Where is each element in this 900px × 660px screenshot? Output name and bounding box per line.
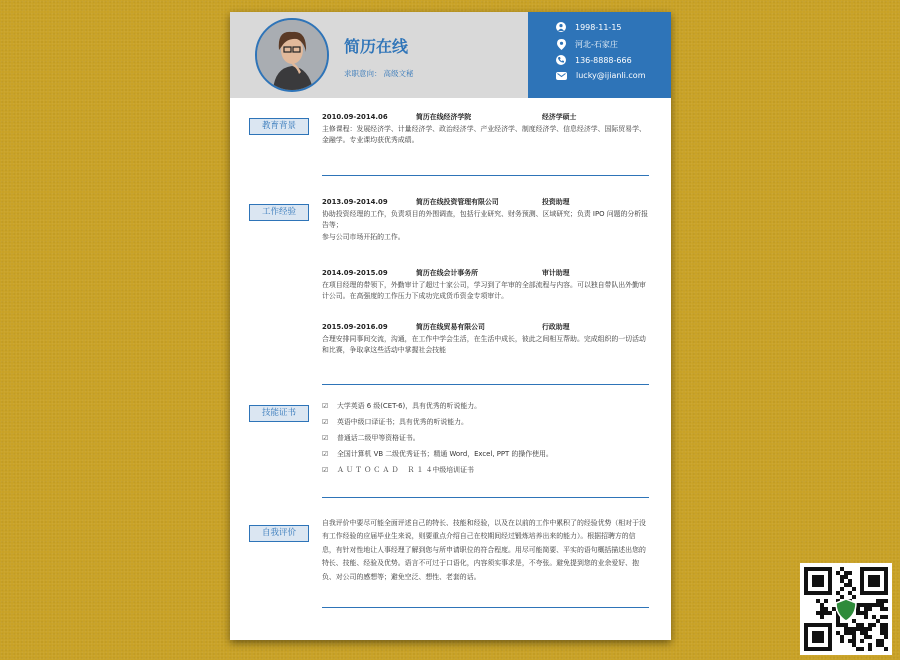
checkbox-icon: ☑: [322, 434, 329, 442]
resume-page: [230, 12, 671, 640]
list-item: [322, 398, 649, 414]
self-eval-text: 自我评价中要尽可能全面评述自己的特长、技能和经验，以及在以前的工作中累积了的经验优势（相对于没有工作经验的应届毕业生来说，则要重点介绍自己在校期间经过锻炼培养出来的能力）。根据招聘方的信息，有针对性地让人事经理了解到您与所申请职位的符合程度。用尽可能简要、平实的语句概括描述出您的特长、技能、经验及优势。语言不可过于口语化，内容须实事求是，不夸张。避免提到您的业余爱好、抱负、对公司的感想等；避免空泛、想性、老套的话。: [322, 519, 646, 581]
contact-birthdate-text: 1998-11-15: [575, 22, 622, 32]
section-divider: [322, 497, 649, 498]
work-entry-1: [322, 197, 649, 244]
phone-icon: [556, 55, 566, 65]
work-entry-2: [322, 268, 649, 303]
header-contact: [528, 12, 671, 98]
skill-text: 大学英语 6 级(CET-6)，具有优秀的听说能力。: [337, 402, 482, 410]
skill-text: 全国计算机 VB 二级优秀证书；精通 Word，Excel, PPT 的操作使用。: [337, 450, 553, 458]
contact-phone: [556, 55, 632, 65]
checkbox-icon: ☑: [322, 450, 329, 458]
list-item: [322, 414, 649, 430]
work-role: 行政助理: [542, 323, 570, 331]
work-entry-header: [322, 268, 649, 280]
skill-text: 普通话二级甲等资格证书。: [337, 434, 420, 442]
avatar: [255, 18, 329, 92]
resume-name: 简历在线: [344, 37, 409, 56]
education-school: 简历在线经济学院: [416, 113, 472, 121]
header-left: [230, 12, 528, 98]
work-date: 2014.09-2015.09: [322, 269, 388, 277]
contact-location-text: 河北-石家庄: [575, 40, 618, 49]
skill-text: Ａ Ｕ Ｔ Ｏ Ｃ Ａ Ｄ Ｒ １ ４中级培训证书: [337, 466, 474, 474]
work-date: 2015.09-2016.09: [322, 323, 388, 331]
contact-phone-text: 136-8888-666: [575, 55, 632, 65]
section-divider: [322, 384, 649, 385]
education-entry-header: [322, 112, 649, 124]
education-date: 2010.09-2014.06: [322, 113, 388, 121]
work-description: 协助投资经理的工作，负责项目的外围调查，包括行业研究、财务预测、区域研究；负责 IPO 问题的分析报告等；: [322, 209, 649, 230]
work-date: 2013.09-2014.09: [322, 198, 388, 206]
contact-birthdate: [556, 22, 622, 32]
checkbox-icon: ☑: [322, 402, 329, 410]
work-description: 合理安排同事间交流，沟通，在工作中学会生活，在生活中成长，彼此之间相互帮助。完成组织的一切活动和比赛，争取拿这些活动中掌握社会技能: [322, 334, 646, 355]
section-label-self-eval: 自我评价: [249, 525, 309, 542]
work-company: 简历在线投资管理有限公司: [416, 198, 499, 206]
job-intent-value: 高级文秘: [383, 69, 414, 78]
qr-code: [800, 563, 892, 655]
education-degree: 经济学硕士: [542, 113, 577, 121]
job-intent: [344, 68, 416, 79]
education-section: [322, 112, 649, 147]
work-company: 简历在线会计事务所: [416, 269, 479, 277]
work-company: 简历在线贸易有限公司: [416, 323, 485, 331]
skill-text: 英语中级口译证书；具有优秀的听说能力。: [337, 418, 468, 426]
skills-list: [322, 398, 649, 478]
qr-code-image: [800, 563, 892, 655]
list-item: [322, 430, 649, 446]
list-item: [322, 462, 649, 478]
portrait-image: [257, 20, 327, 90]
work-description-extra: 参与公司市场开拓的工作。: [322, 233, 405, 242]
location-icon: [556, 40, 566, 50]
work-entry-3: [322, 322, 649, 357]
work-entry-header: [322, 197, 649, 209]
checkbox-icon: ☑: [322, 466, 329, 474]
section-divider: [322, 175, 649, 176]
work-role: 审计助理: [542, 269, 570, 277]
contact-location: [556, 39, 618, 50]
section-divider: [322, 607, 649, 608]
work-entry-header: [322, 322, 649, 334]
work-description: 在项目经理的带领下，外勤审计了超过十家公司，学习到了年审的全部流程与内容。可以独自带队出外勤审计公司。在高强度的工作压力下成功完成货币资金专项审计。: [322, 280, 646, 301]
job-intent-label: 求职意向：: [344, 69, 382, 78]
contact-email-text: lucky@ijianli.com: [576, 71, 646, 80]
contact-email: [556, 71, 646, 80]
section-label-skills: 技能证书: [249, 405, 309, 422]
section-label-work: 工作经验: [249, 204, 309, 221]
work-role: 投资助理: [542, 198, 570, 206]
email-icon: [556, 72, 567, 80]
education-description: 主修课程：发展经济学、计量经济学、政治经济学、产业经济学、制度经济学、信息经济学、国际贸易学、金融学。专业课均获优秀成绩。: [322, 124, 646, 145]
list-item: [322, 446, 649, 462]
checkbox-icon: ☑: [322, 418, 329, 426]
section-label-education: 教育背景: [249, 118, 309, 135]
person-icon: [556, 22, 566, 32]
